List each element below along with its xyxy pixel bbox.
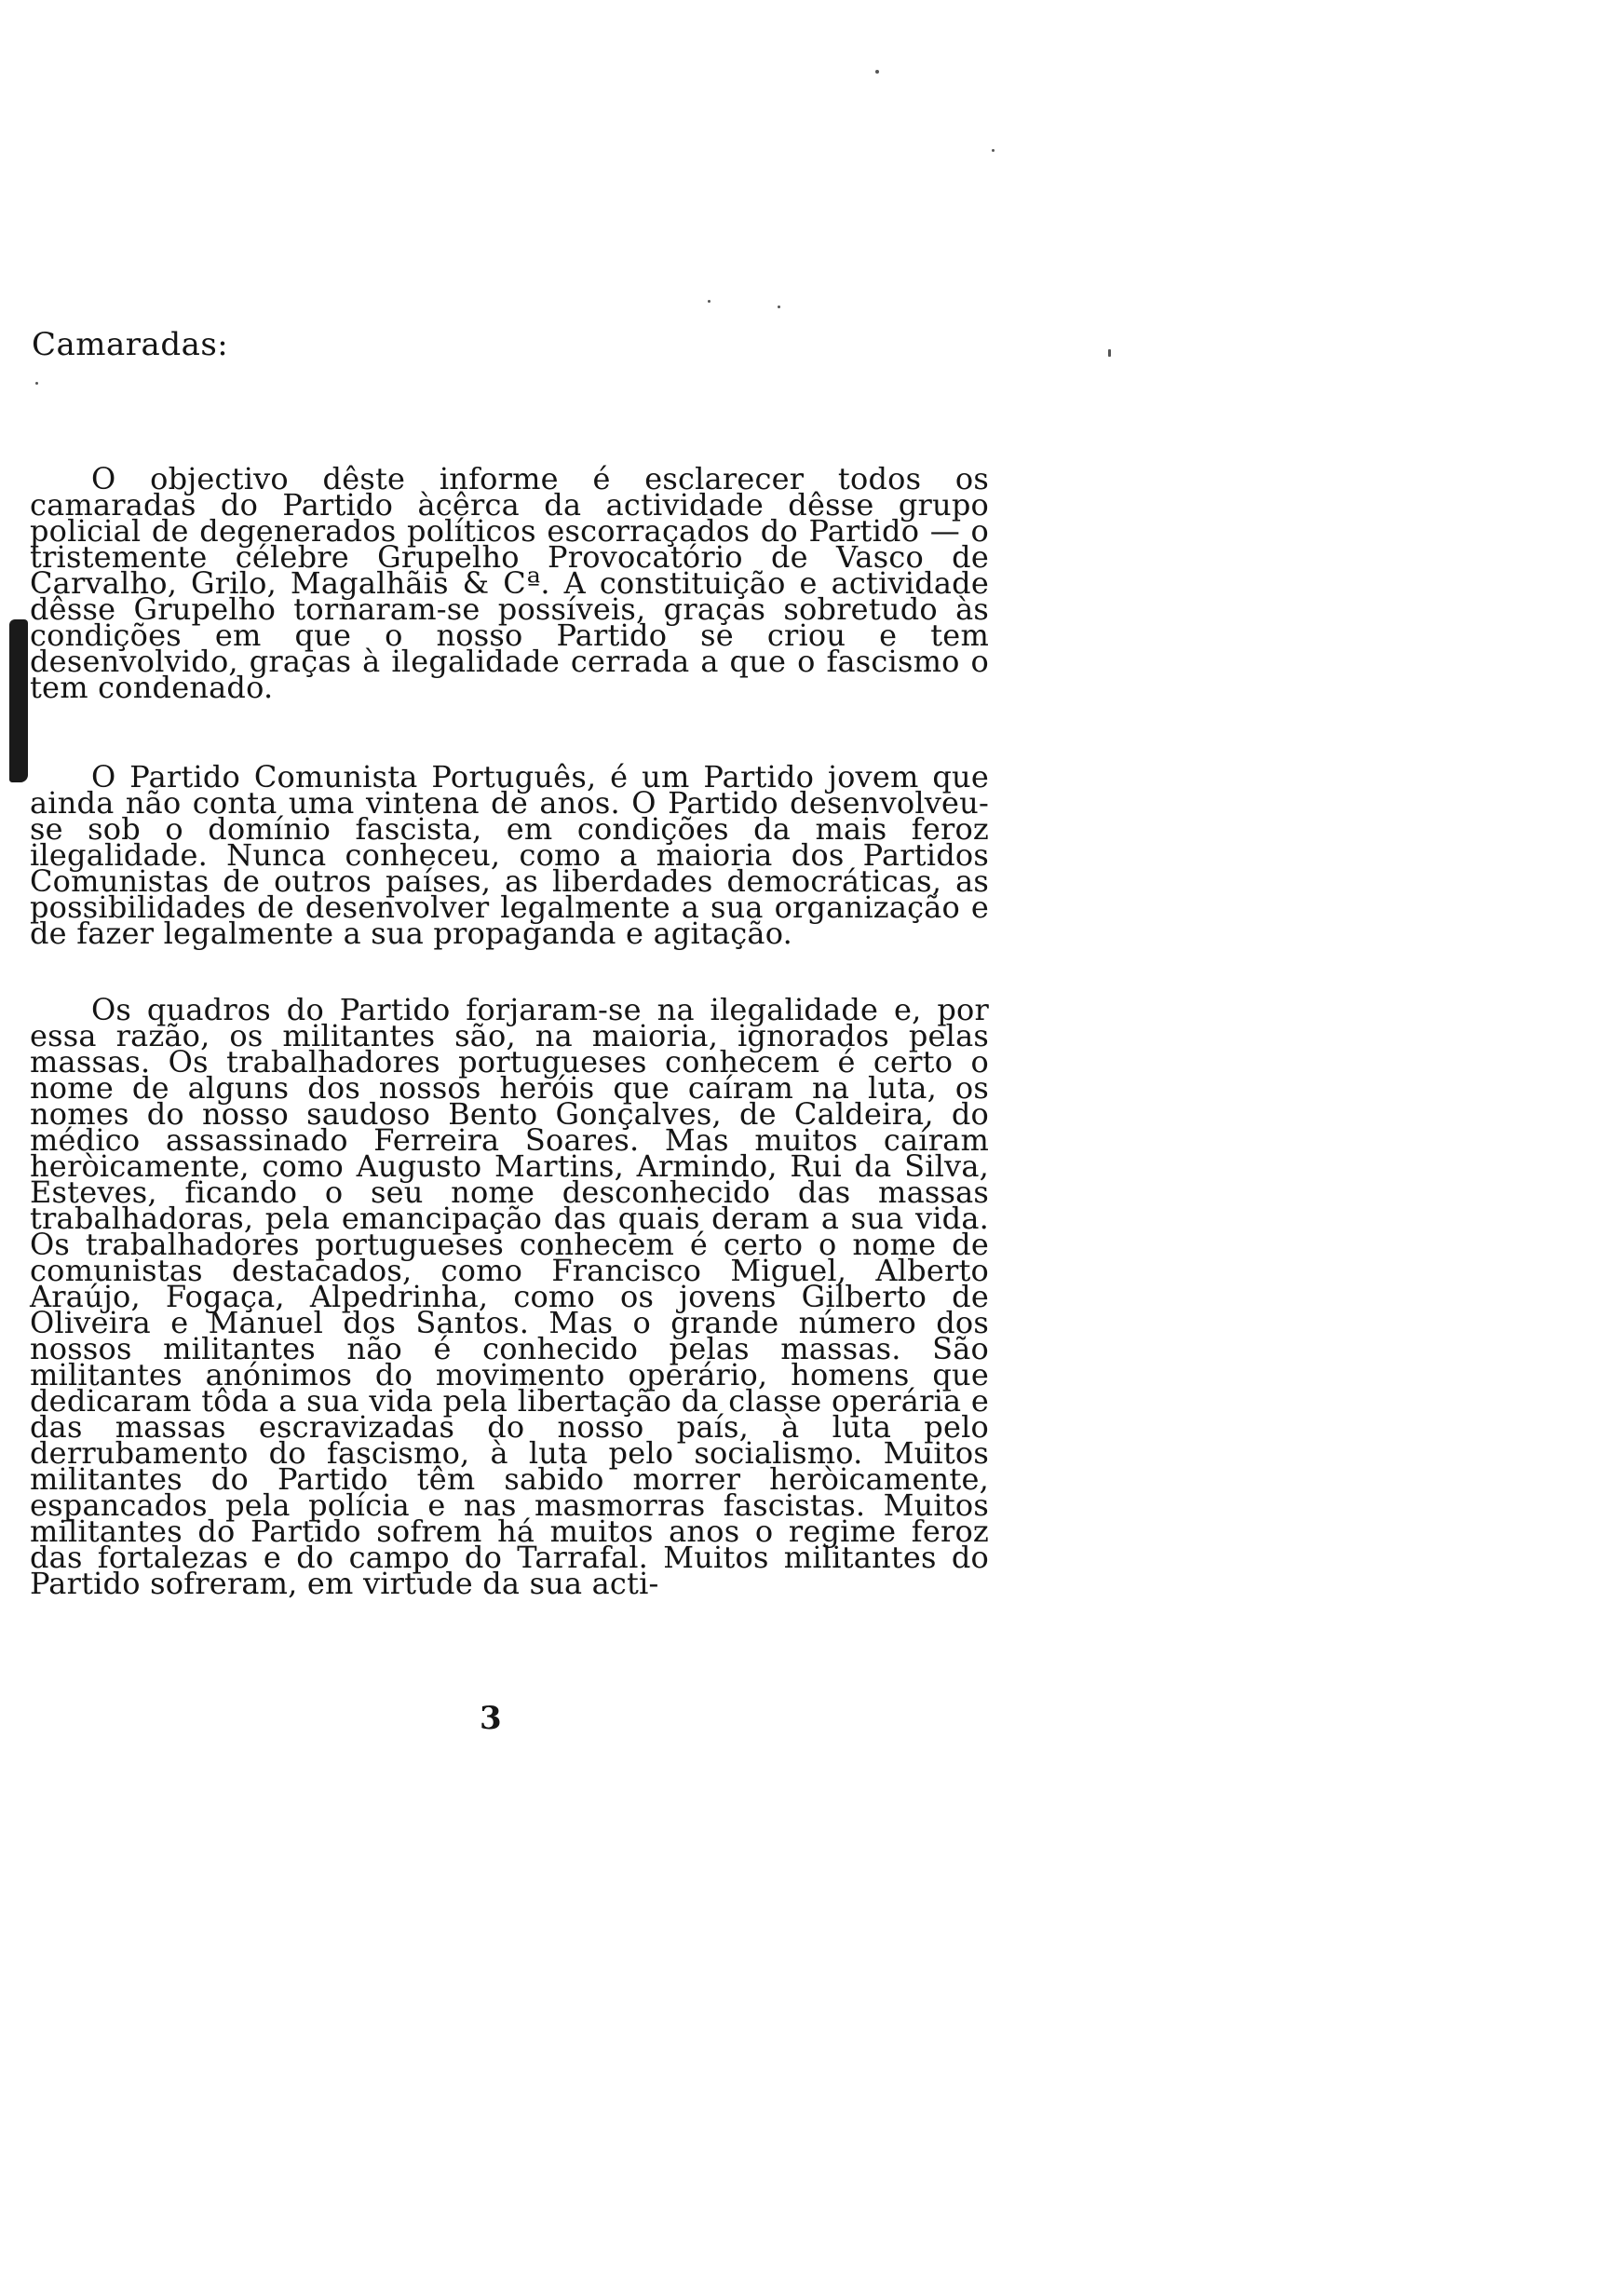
- paragraph-2: O Partido Comunista Português, é um Partido jovem que ainda não conta uma vintena de anos. O Partido desenvolveu-se sob o domínio fascista, em condições da mais feroz ilegalidade. Nunca conheceu, como a maioria dos Partidos Comunistas de outros países, as liberdades democráticas, as possibilidades de desenvolver legalmente a sua organização e de fazer legalmente a sua propaganda e agitação.: [30, 759, 989, 951]
- margin-ink-mark: [9, 619, 28, 782]
- paragraph-3: Os quadros do Partido forjaram-se na ilegalidade e, por essa razão, os militantes são, na maioria, ignorados pelas massas. Os trabalhadores portugueses conhecem é certo o nome de alguns dos nossos heróis que caíram na luta, os nomes do nosso saudoso Bento Gonçalves, de Caldeira, do médico assassinado Ferreira Soares. Mas muitos caíram heròicamente, como Augusto Martins, Armindo, Rui da Silva, Esteves, ficando o seu nome desconhecido das massas trabalhadoras, pela emancipação das quais deram a sua vida. Os trabalhadores portugueses conhecem é certo o nome de comunistas destacados, como Francisco Miguel, Alberto Araújo, Fogaça, Alpedrinha, como os jovens Gilberto de Oliveira e Manuel dos Santos. Mas o grande número dos nossos militantes não é conhecido pelas massas. São militantes anónimos do movimento operário, homens que dedicaram tôda a sua vida pela libertação da classe operária e das massas escravizadas do nosso país, à luta pelo derrubamento do fascismo, à luta pelo socialismo. Muitos militantes do Partido têm sabido morrer heròicamente, espancados pela polícia e nas masmorras fascistas. Muitos militantes do Partido sofrem há muitos anos o regime feroz das fortalezas e do campo do Tarrafal. Muitos militantes do Partido sofreram, em virtude da sua acti-: [30, 992, 989, 1601]
- scan-speck: [875, 70, 879, 74]
- scan-speck: [1108, 349, 1111, 357]
- page-number: 3: [480, 1700, 502, 1737]
- scan-speck: [35, 382, 38, 385]
- scan-speck: [708, 300, 710, 303]
- scan-speck: [992, 149, 995, 152]
- paragraph-1: O objectivo dêste informe é esclarecer todos os camaradas do Partido àcêrca da actividade dêsse grupo policial de degenerados políticos escorraçados do Partido — o tristemente célebre Grupelho Provocatório de Vasco de Carvalho, Grilo, Magalhãis & Cª. A constituição e actividade dêsse Grupelho tornaram-se possíveis, graças sobretudo às condições em que o nosso Partido se criou e tem desenvolvido, graças à ilegalidade cerrada a que o fascismo o tem condenado.: [30, 461, 989, 705]
- salutation: Camaradas:: [32, 326, 229, 363]
- scan-speck: [778, 306, 780, 308]
